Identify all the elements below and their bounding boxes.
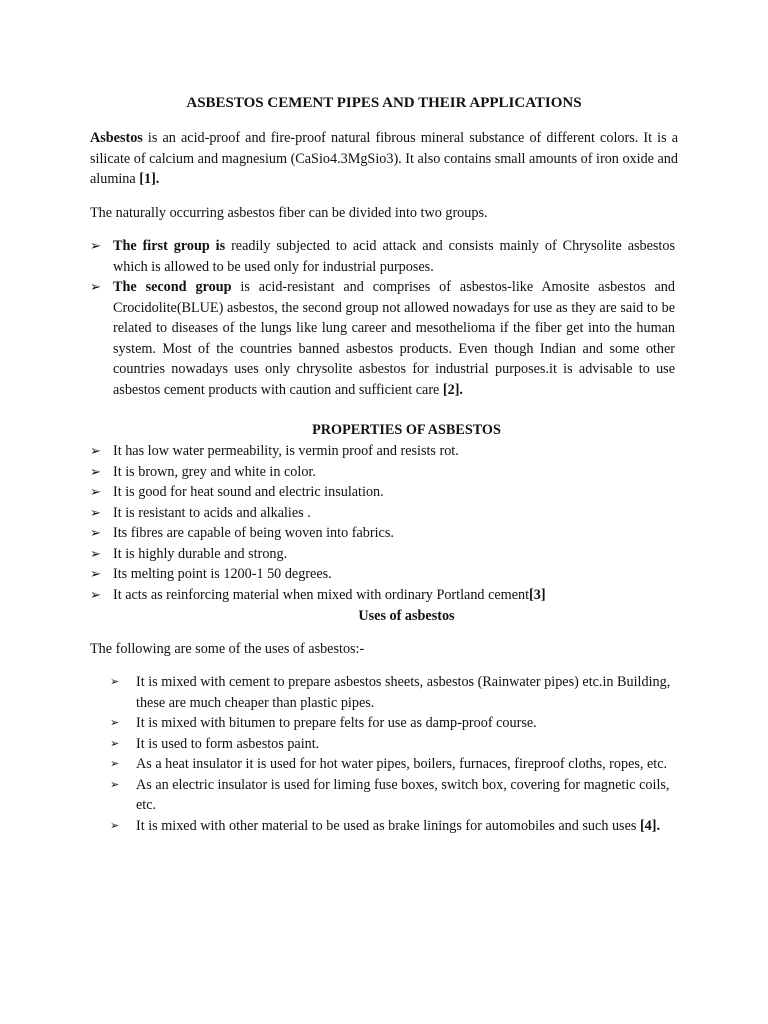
list-item <box>90 503 675 524</box>
property-text: Its fibres are capable of being woven into fabrics. <box>113 525 394 541</box>
arrow-bullet-icon: ➢ <box>90 504 101 520</box>
arrow-bullet-icon: ➢ <box>90 463 101 479</box>
use-text: It is mixed with cement to prepare asbestos sheets, asbestos (Rainwater pipes) etc.in Building, these are much cheaper than plastic pipes. <box>136 674 671 711</box>
property-text: It is brown, grey and white in color. <box>113 463 316 480</box>
property-text: It is resistant to acids and alkalies . <box>113 504 311 521</box>
property-ref: [3] <box>529 586 546 603</box>
arrow-bullet-icon: ➢ <box>90 279 101 294</box>
use-text: It is used to form asbestos paint. <box>136 735 320 752</box>
arrow-bullet-icon: ➢ <box>90 525 101 540</box>
uses-intro: The following are some of the uses of asbestos:- <box>90 641 365 657</box>
use-ref: [4]. <box>639 817 661 834</box>
list-item <box>90 523 675 544</box>
intro-term: Asbestos <box>90 130 143 146</box>
uses-heading: Uses of asbestos <box>358 608 455 624</box>
list-item <box>90 277 675 400</box>
list-item <box>110 816 678 837</box>
properties-list <box>90 441 675 605</box>
list-item <box>110 754 678 775</box>
list-item <box>110 713 678 734</box>
arrow-bullet-icon: ➢ <box>110 737 120 750</box>
property-text: It is good for heat sound and electric insulation. <box>113 484 384 500</box>
list-item <box>90 564 675 585</box>
list-item <box>110 775 678 816</box>
groups-intro: The naturally occurring asbestos fiber can be divided into two groups. <box>90 205 488 221</box>
arrow-bullet-icon: ➢ <box>90 545 101 561</box>
use-text: It is mixed with bitumen to prepare felts for use as damp-proof course. <box>136 715 537 731</box>
list-item <box>90 585 675 606</box>
property-text: Its melting point is 1200-1 50 degrees. <box>113 566 332 582</box>
arrow-bullet-icon: ➢ <box>90 238 101 253</box>
list-item <box>110 672 678 713</box>
group-text: readily subjected to acid attack and consists mainly of Chrysolite asbestos which is allowed to be used only for industrial purposes. <box>113 238 675 275</box>
list-item <box>90 441 675 462</box>
property-text: It is highly durable and strong. <box>113 545 288 562</box>
use-text: As a heat insulator it is used for hot water pipes, boilers, furnaces, fireproof cloths, ropes, etc. <box>136 756 668 772</box>
arrow-bullet-icon: ➢ <box>90 484 101 499</box>
group-ref: [2]. <box>442 381 463 398</box>
arrow-bullet-icon: ➢ <box>110 758 120 770</box>
arrow-bullet-icon: ➢ <box>90 443 101 458</box>
group-lead: The second group <box>113 279 232 295</box>
list-item <box>90 462 675 483</box>
document-title: ASBESTOS CEMENT PIPES AND THEIR APPLICATIONS <box>186 95 582 111</box>
group-text: is acid-resistant and comprises of asbestos-like Amosite asbestos and Crocidolite(BLUE) asbestos, the second group not allowed nowadays for use as they are said to be related to diseases of the lungs like lung career and mesothelioma if the fiber get into the human system. Most of the countries banned asbestos products. Even though Indian and some other countries nowadays uses only chrysolite asbestos for industrial purposes.it is advisable to use asbestos cement products with caution and sufficient care <box>113 279 675 398</box>
intro-paragraph <box>90 128 678 190</box>
property-text: It has low water permeability, is vermin proof and resists rot. <box>113 443 459 459</box>
group-lead: The first group is <box>113 238 226 254</box>
list-item <box>90 482 675 503</box>
intro-text: is an acid-proof and fire-proof natural fibrous mineral substance of different colors. It is a silicate of calcium and magnesium (CaSio4.3MgSio3). It also contains small amounts of iron oxide and alumina <box>90 130 678 187</box>
property-text: It acts as reinforcing material when mixed with ordinary Portland cement <box>113 586 530 603</box>
arrow-bullet-icon: ➢ <box>90 586 101 602</box>
list-item <box>90 236 675 277</box>
arrow-bullet-icon: ➢ <box>110 819 120 832</box>
list-item <box>90 544 675 565</box>
uses-list <box>110 672 678 836</box>
properties-heading: PROPERTIES OF ASBESTOS <box>312 422 501 438</box>
arrow-bullet-icon: ➢ <box>90 566 101 581</box>
use-text: As an electric insulator is used for liming fuse boxes, switch box, covering for magnetic coils, etc. <box>136 776 670 813</box>
use-text: It is mixed with other material to be used as brake linings for automobiles and such uses <box>136 817 640 834</box>
arrow-bullet-icon: ➢ <box>110 717 120 729</box>
groups-list <box>90 236 675 400</box>
arrow-bullet-icon: ➢ <box>110 778 120 791</box>
arrow-bullet-icon: ➢ <box>110 676 120 688</box>
list-item <box>110 734 678 755</box>
intro-ref: [1]. <box>139 171 160 187</box>
